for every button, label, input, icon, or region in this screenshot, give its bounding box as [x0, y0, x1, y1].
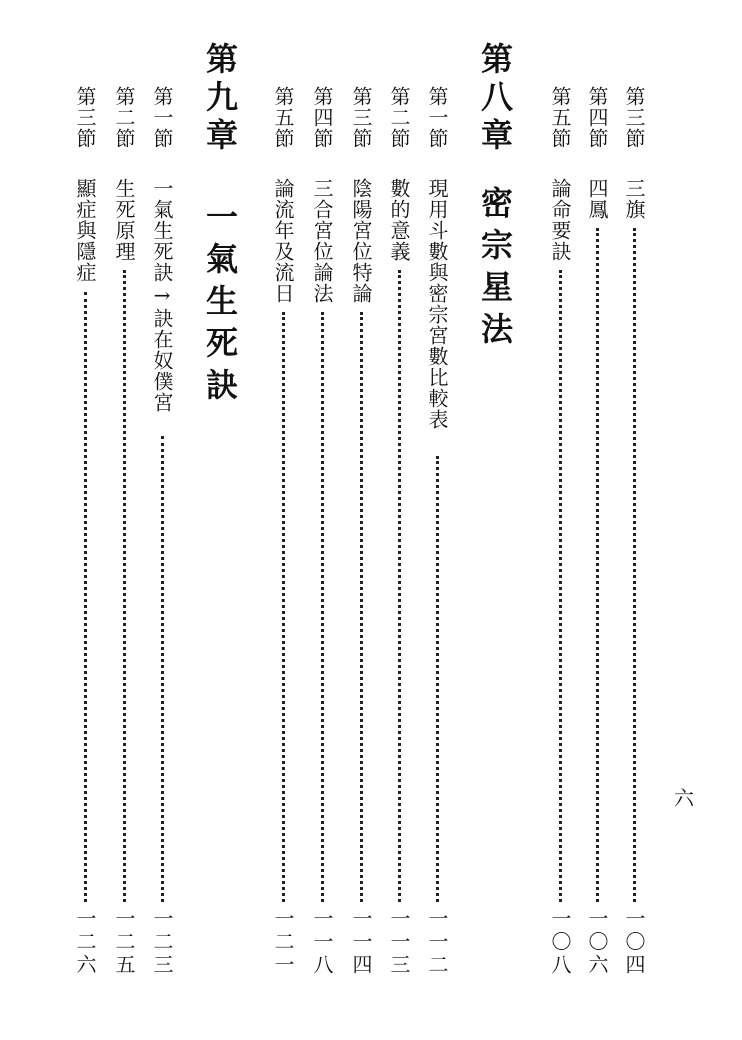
dot-leader [596, 228, 599, 902]
page-number: 一一八 [310, 908, 334, 977]
section-label: 第五節 [548, 86, 572, 149]
section-label: 第四節 [585, 86, 609, 149]
section-label: 第二節 [112, 86, 136, 149]
toc-entry [622, 0, 652, 1040]
chapter-number: 第八章 [476, 42, 514, 156]
section-label: 第三節 [73, 86, 97, 149]
dot-leader [436, 456, 439, 902]
entry-title: 生死原理 [112, 178, 136, 262]
page-folio: 六 [674, 786, 694, 810]
dot-leader [559, 270, 562, 902]
page-number: 一〇六 [585, 908, 609, 977]
section-label: 第五節 [271, 86, 295, 149]
dot-leader [123, 270, 126, 902]
toc-entry [349, 0, 379, 1040]
entry-title: 三合宮位論法 [310, 178, 334, 304]
toc-entry [425, 0, 455, 1040]
page-number: 一〇八 [548, 908, 572, 977]
entry-title: 一氣生死訣→訣在奴僕宮 [150, 178, 174, 413]
toc-entry [585, 0, 615, 1040]
entry-title: 陰陽宮位特論 [349, 178, 373, 304]
toc-entry [112, 0, 142, 1040]
entry-title: 三旗 [622, 178, 646, 220]
chapter-heading [199, 0, 249, 1040]
dot-leader [84, 292, 87, 902]
chapter-title: 一氣生死訣 [201, 200, 239, 410]
page-number: 一二六 [73, 908, 97, 977]
toc-entry [271, 0, 301, 1040]
dot-leader [398, 270, 401, 902]
dot-leader [321, 312, 324, 902]
entry-title: 數的意義 [387, 178, 411, 262]
page-number: 一一四 [349, 908, 373, 977]
dot-leader [161, 436, 164, 902]
section-label: 第二節 [387, 86, 411, 149]
section-label: 第三節 [349, 86, 373, 149]
section-label: 第一節 [150, 86, 174, 149]
toc-entry [73, 0, 103, 1040]
toc-entry [387, 0, 417, 1040]
page-number: 一〇四 [622, 908, 646, 977]
dot-leader [360, 312, 363, 902]
page-number: 一二一 [271, 908, 295, 977]
section-label: 第四節 [310, 86, 334, 149]
toc-entry [310, 0, 340, 1040]
page-number: 一二五 [112, 908, 136, 977]
section-label: 第一節 [425, 86, 449, 149]
entry-title: 現用斗數與密宗宮數比較表 [425, 178, 449, 430]
entry-title: 論流年及流日 [271, 178, 295, 304]
page-number: 一一三 [387, 908, 411, 977]
toc-entry [548, 0, 578, 1040]
chapter-title: 密宗星法 [476, 186, 514, 354]
toc-entry [150, 0, 180, 1040]
entry-title: 論命要訣 [548, 178, 572, 262]
chapter-number: 第九章 [201, 42, 239, 156]
chapter-heading [474, 0, 524, 1040]
page-number: 一二三 [150, 908, 174, 977]
dot-leader [282, 312, 285, 902]
dot-leader [633, 228, 636, 902]
entry-title: 顯症與隱症 [73, 178, 97, 283]
page-number: 一一二 [425, 908, 449, 977]
section-label: 第三節 [622, 86, 646, 149]
entry-title: 四鳳 [585, 178, 609, 220]
